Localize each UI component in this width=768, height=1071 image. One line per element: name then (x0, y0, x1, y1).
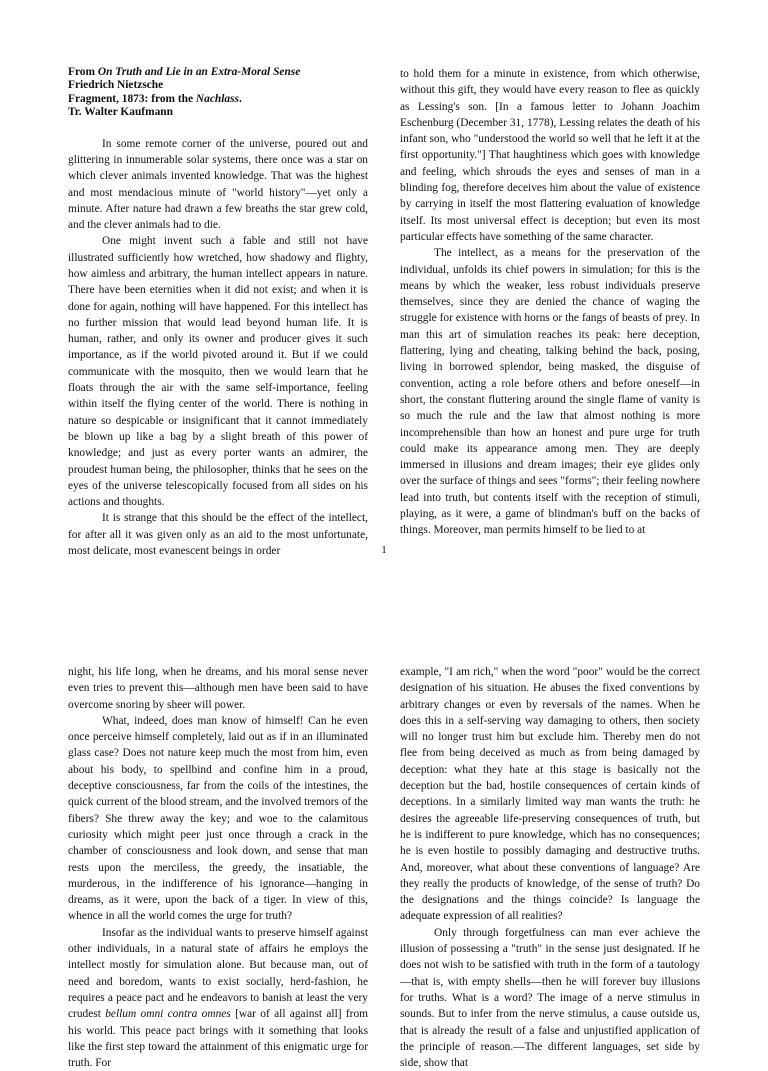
paragraph-continued: example, "I am rich," when the word "poor" would be the correct designation of his situation. He abuses the fixed conventions by arbitrary changes or even by reversals of the names. When he does this in a self-serving way damaging to others, then society will no longer trust him but exclude him. Thereby men do not flee from being deceived as much as from being damaged by deception: what they hate at this stage is basically not the deception but the bad, hostile consequences of certain kinds of deceptions. In a similarly limited way man wants the truth: he desires the agreeable life-preserving consequences of truth, but he is indifferent to pure knowledge, which has no consequences; he is even hostile to possibly damaging and destructive truths. And, moreover, what about these conventions of language? Are they really the products of knowledge, of the sense of truth? Do the designations and the things coincide? Is language the adequate expression of all realities? (400, 666, 700, 923)
paragraph (68, 925, 368, 1071)
document-header (68, 66, 368, 120)
page-2-left-column (68, 664, 369, 1070)
header-source-line: From On Truth and Lie in an Extra-Moral Sense (68, 66, 301, 78)
paragraph-continued: to hold them for a minute in existence, from which otherwise, without this gift, they would have every reason to flee as quickly as Lessing's son. [In a famous letter to Johann Joachim Eschenburg (December 31, 1778), Lessing relates the death of his infant son, who "understood the world so well that he left it at the first opportunity."] That haughtiness which goes with knowledge and feeling, which shrouds the eyes and senses of man in a blinding fog, therefore deceives him about the value of existence by carrying in itself the most flattering evaluation of knowledge itself. Its most universal effect is deception; but even its most particular effects have something of the same character. (400, 68, 700, 243)
latin-phrase: bellum omni contra omnes (105, 1008, 231, 1021)
paragraph: It is strange that this should be the effect of the intellect, for after all it was given only as an aid to the most unfortunate, most delicate, most evanescent beings in order (68, 512, 368, 558)
paragraph-text: [war of all against all] from his world. This peace pact brings with it something that looks like the first step toward the attainment of this enigmatic urge for truth. For (68, 1008, 369, 1070)
page-2-right-column (400, 664, 700, 1070)
paragraph: The intellect, as a means for the preservation of the individual, unfolds its chief powers in simulation; for this is the means by which the weaker, less robust individuals preserve themselves, since they are denied the chance of waging the struggle for existence with horns or the fangs of beasts of prey. In man this art of simulation reaches its peak: here deception, flattering, lying and cheating, talking behind the back, posing, living in borrowed splendor, being masked, the disguise of convention, acting a role before others and before oneself—in short, the constant fluttering around the single flame of vanity is so much the rule and the law that almost nothing is more incomprehensible than how an honest and pure urge for truth could make its appearance among men. They are deeply immersed in illusions and dream images; their eye glides only over the surface of things and sees "forms"; their feeling nowhere lead into truth, but contents itself with the reception of stimuli, playing, as it were, a game of blindman's buff on the backs of things. Moreover, man permits himself to be lied to at (400, 247, 700, 537)
paragraph-text: Insofar as the individual wants to preserve himself against other individuals, in a natural state of affairs he employs the intellect mostly for simulation alone. But because man, out of need and boredom, wants to exist socially, herd-fashion, he requires a peace pact and he endeavors to banish at least the very crudest (68, 926, 368, 1021)
paragraph: What, indeed, does man know of himself! Can he even once perceive himself completely, laid out as if in an illuminated glass case? Does not nature keep much the most from him, even about his body, to spellbind and confine him in a proud, deceptive consciousness, far from the coils of the intestines, the quick current of the blood stream, and the involved tremors of the fibers? She threw away the key; and woe to the calamitous curiosity which might peer just once through a crack in the chamber of consciousness and look down, and sense that man rests upon the merciless, the greedy, the insatiable, the murderous, in the indifference of his ignorance—hanging in dreams, as it were, upon the back of a tiger. In view of this, whence in all the world comes the urge for truth? (68, 714, 368, 923)
paragraph: Only through forgetfulness can man ever achieve the illusion of possessing a "truth" in the sense just designated. If he does not wish to be satisfied with truth in the form of a tautology—that is, with empty shells—then he will forever buy illusions for truths. What is a word? The image of a nerve stimulus in sounds. But to infer from the nerve stimulus, a cause outside us, that is already the result of a false and unjustified application of the principle of reason.—The different languages, set side by side, show that (400, 926, 700, 1070)
header-translator: Tr. Walter Kaufmann (68, 106, 173, 119)
page-1-right-column (400, 66, 700, 536)
paragraph: One might invent such a fable and still not have illustrated sufficiently how wretched, how shadowy and flighty, how aimless and arbitrary, the human intellect appears in nature. There have been eternities when it did not exist; and when it is done for again, nothing will have happened. For this intellect has no further mission that would lead beyond human life. It is human, rather, and only its owner and producer gives it such importance, as if the world pivoted around it. But if we could communicate with the mosquito, then we would learn that he floats through the air with the same self-importance, feeling within itself the flying center of the world. There is nothing in nature so despicable or insignificant that it cannot immediately be blown up like a bag by a slight breath of this power of knowledge; and just as every porter wants an admirer, the proudest human being, the philosopher, thinks that he sees on the eyes of the universe telescopically focused from all sides on his actions and thoughts. (68, 235, 368, 509)
header-fragment-line: Fragment, 1873: from the Nachlass. (68, 92, 242, 105)
header-author: Friedrich Nietzsche (68, 79, 164, 92)
paragraph: In some remote corner of the universe, poured out and glittering in innumerable solar systems, there once was a star on which clever animals invented knowledge. That was the highest and most mendacious minute of "world history"—yet only a minute. After nature had drawn a few breaths the star grew cold, and the clever animals had to die. (68, 137, 368, 232)
page-number: 1 (381, 544, 387, 556)
paragraph-continued: night, his life long, when he dreams, and his moral sense never even tries to prevent this—although men have been said to have overcome snoring by sheer will power. (68, 666, 368, 711)
page-1-left-column (68, 66, 368, 558)
page-2 (0, 560, 768, 1070)
